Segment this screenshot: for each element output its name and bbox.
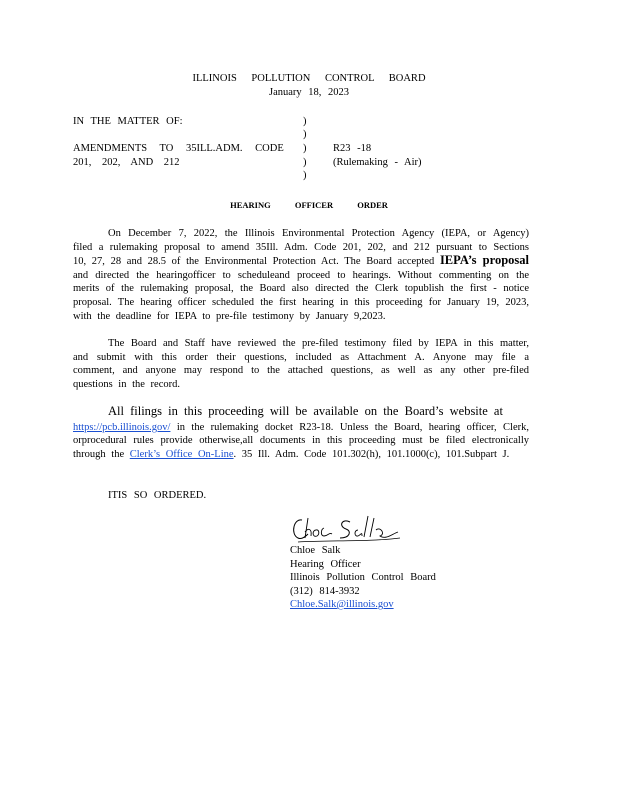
caption-matter: IN THE MATTER OF: [73, 116, 183, 127]
paragraph-2-text: The Board and Staff have reviewed the pre-filed testimony filed by IEPA in this matter, and submit with this order their questions, included as Attachment A. Anyone may file a comment, and anyone may respond to the attached questions, as well as any other pre-filed questions in the record. [73, 338, 529, 390]
document-title: HEARING OFFICER ORDER [230, 200, 388, 210]
paragraph-1-text-b: and directed the hearingofficer to scheduleand proceed to hearings. Without commenting on the merits of the rulemaking proposal, the Board also directed the Clerk topublish the first - notice proposal. The hearing officer scheduled the first hearing in this proceeding for January 19, 2023, with the deadline for IEPA to pre-file testimony by January 9,2023. [73, 269, 529, 322]
paragraph-2 [73, 337, 529, 391]
caption-bracket: ) [303, 116, 307, 127]
caption-amendments-line2: 201, 202, AND 212 [73, 157, 180, 168]
filings-notice: All filings in this proceeding will be available on the Board’s website at [108, 404, 503, 418]
so-ordered: ITIS SO ORDERED. [108, 490, 207, 501]
signer-organization: Illinois Pollution Control Board [290, 572, 436, 583]
caption-bracket: ) [303, 143, 307, 154]
paragraph-3-text-b: . 35 Ill. Adm. Code 101.302(h), 101.1000(c), 101.Subpart J. [233, 448, 510, 460]
caption-amendments-line1: AMENDMENTS TO 35ILL.ADM. CODE [73, 143, 284, 154]
clerks-office-online-link[interactable]: Clerk’s Office On-Line [129, 448, 234, 460]
paragraph-3-text-a: in the rulemaking docket R23-18. Unless the Board, hearing officer, Clerk, orprocedural rules provide otherwise,all documents in this proceeding must be filed electronically through the [73, 421, 529, 460]
handwritten-signature-icon [288, 512, 408, 546]
case-number: R23 -18 [333, 143, 372, 154]
board-name: ILLINOIS POLLUTION CONTROL BOARD [192, 73, 426, 84]
caption-bracket: ) [303, 157, 307, 168]
signature-image [288, 512, 408, 546]
paragraph-3 [73, 405, 529, 461]
order-date: January 18, 2023 [268, 87, 350, 98]
signer-phone: (312) 814-3932 [290, 586, 360, 597]
caption-bracket: ) [303, 170, 307, 181]
paragraph-1-text-a: On December 7, 2022, the Illinois Environmental Protection Agency (IEPA, or Agency) filed a rulemaking proposal to amend 35Ill. Adm. Code 201, 202, and 212 pursuant to Sections 10, 27, 28 and 28.5 of the Environmental Protection Act. The Board accepted [73, 228, 529, 268]
paragraph-1 [73, 227, 529, 323]
caption-bracket: ) [303, 129, 307, 140]
paragraph-1-emphasis: IEPA’s proposal [439, 253, 529, 268]
case-type: (Rulemaking - Air) [333, 157, 422, 168]
board-website-link[interactable]: https://pcb.illinois.gov/ [73, 421, 171, 433]
signer-name: Chloe Salk [290, 545, 341, 556]
signer-title: Hearing Officer [290, 559, 361, 570]
signer-email-link[interactable]: Chloe.Salk@illinois.gov [290, 599, 394, 610]
